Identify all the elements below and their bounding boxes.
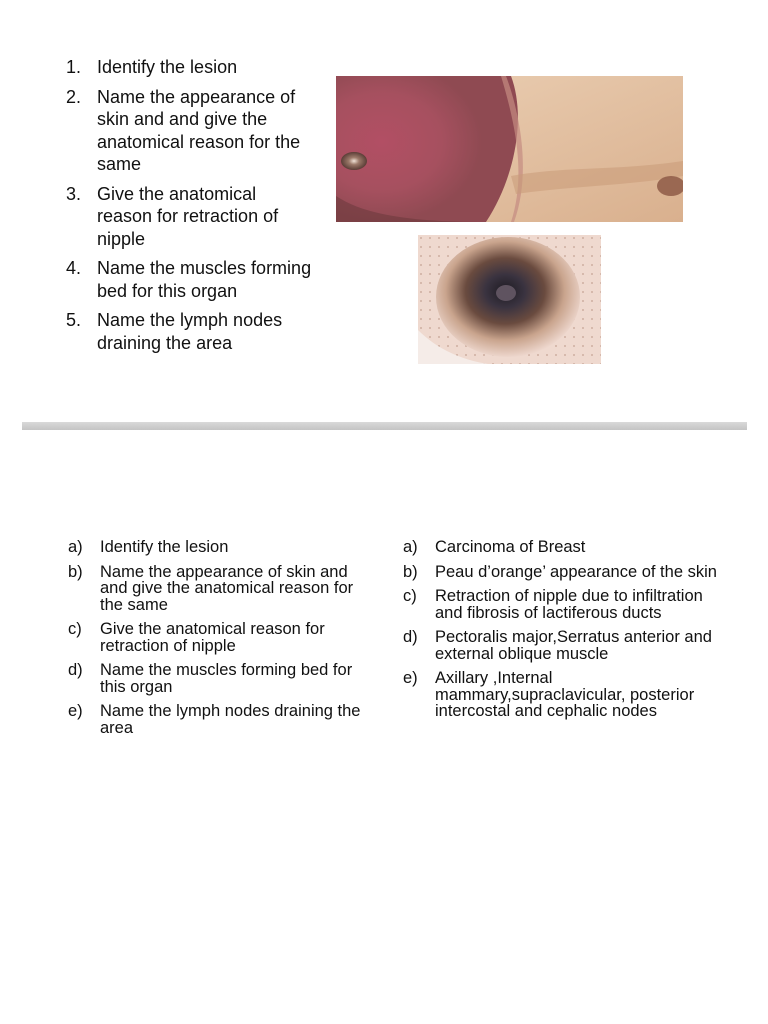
lettered-question-list [68, 539, 378, 744]
answer-item [403, 629, 723, 662]
question-item [66, 309, 316, 354]
answer-text: Pectoralis major,Serratus anterior and external oblique muscle [435, 628, 712, 663]
question-number: 5. [66, 310, 82, 330]
question-text: Name the muscles forming bed for this organ [100, 661, 353, 696]
question-item [66, 86, 316, 176]
question-item [66, 183, 316, 251]
question-letter: e) [68, 702, 83, 720]
question-item [68, 564, 378, 614]
question-text: Give the anatomical reason for retraction of nipple [100, 620, 325, 655]
question-text: Name the muscles forming bed for this organ [97, 258, 312, 301]
answer-item [403, 539, 723, 556]
question-number: 4. [66, 258, 82, 278]
question-text: Name the appearance of skin and and give the anatomical reason for the same [97, 86, 301, 174]
answer-letter: d) [403, 628, 418, 646]
answer-list [403, 539, 723, 728]
answer-letter: a) [403, 538, 418, 556]
question-item [68, 662, 378, 695]
question-text: Name the lymph nodes draining the area [97, 310, 283, 353]
answer-letter: c) [403, 587, 417, 605]
question-item [68, 703, 378, 736]
breast-lesion-photo [336, 76, 683, 222]
question-text: Identify the lesion [100, 538, 229, 556]
answer-item [403, 564, 723, 581]
question-letter: c) [68, 620, 82, 638]
question-text: Name the lymph nodes draining the area [100, 702, 361, 737]
nipple-retraction-photo [418, 235, 601, 364]
answer-text: Retraction of nipple due to infiltration and fibrosis of lactiferous ducts [435, 587, 703, 622]
answer-text: Peau d’orange’ appearance of the skin [435, 562, 717, 581]
question-text: Give the anatomical reason for retraction of nipple [97, 183, 279, 249]
section-divider [22, 422, 747, 430]
question-item [68, 621, 378, 654]
numbered-question-list [66, 56, 316, 361]
question-letter: d) [68, 661, 83, 679]
answer-text: Carcinoma of Breast [435, 538, 586, 556]
question-item [68, 539, 378, 556]
question-item [66, 56, 316, 79]
answer-letter: e) [403, 669, 418, 687]
answer-letter: b) [403, 562, 418, 581]
question-number: 1. [66, 57, 82, 77]
question-text: Name the appearance of skin and and give the anatomical reason for the same [100, 562, 354, 614]
question-number: 2. [66, 86, 82, 107]
answer-text: Axillary ,Internal mammary,supraclavicular, posterior intercostal and cephalic nodes [435, 669, 695, 720]
question-item [66, 257, 316, 302]
question-letter: a) [68, 538, 83, 556]
answer-item [403, 670, 723, 720]
question-letter: b) [68, 562, 83, 581]
answer-item [403, 588, 723, 621]
question-number: 3. [66, 183, 82, 204]
question-text: Identify the lesion [97, 57, 238, 77]
